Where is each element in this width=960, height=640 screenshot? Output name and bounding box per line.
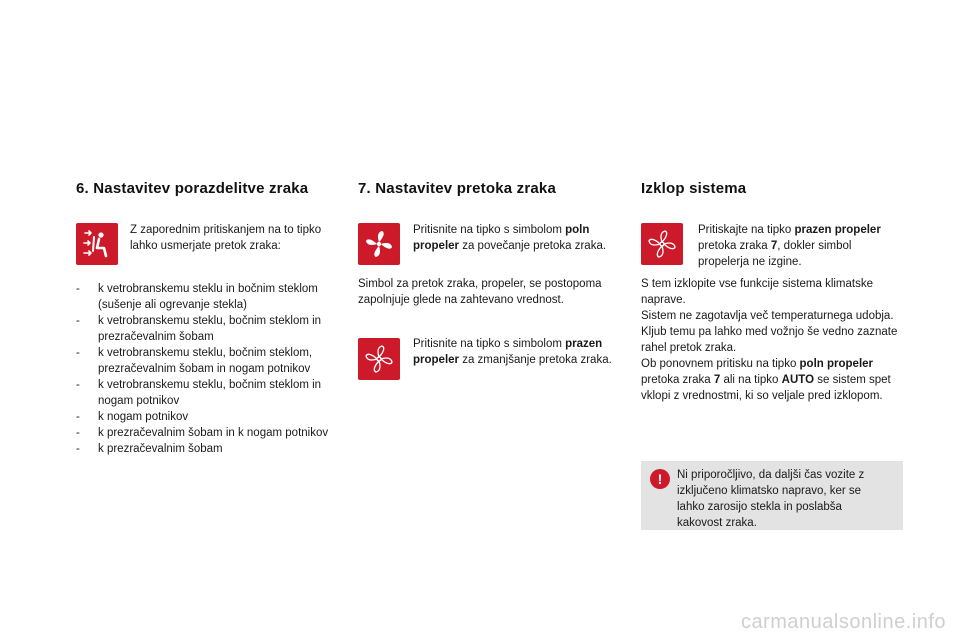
system-off-body	[641, 276, 903, 404]
fan-empty-icon	[641, 223, 683, 265]
list-item: - k vetrobranskemu steklu, bočnim steklom in prezračevalnim šobam	[76, 313, 341, 345]
section-title-air-distribution: 6. Nastavitev porazdelitve zraka	[76, 180, 309, 197]
system-off-body-2: Sistem ne zagotavlja več temperaturnega udobja. Kljub temu pa lahko med vožnjo še vedno zaznate rahel pretok zraka.	[641, 310, 898, 354]
section-title-system-off: Izklop sistema	[641, 180, 747, 197]
watermark: carmanualsonline.info	[740, 611, 946, 633]
fan-symbol-description: Simbol za pretok zraka, propeler, se postopoma zapolnjuje glede na zahtevano vrednost.	[358, 278, 602, 306]
air-distribution-intro: Z zaporednim pritiskanjem na to tipko lahko usmerjate pretok zraka:	[130, 224, 322, 252]
list-item: - k nogam potnikov	[76, 409, 341, 425]
warning-box	[641, 461, 903, 530]
warning-text: Ni priporočljivo, da daljši čas vozite z izključeno klimatsko napravo, ker se lahko zarosijo stekla in poslabša kakovost zraka.	[677, 469, 865, 529]
system-off-body-1: S tem izklopite vse funkcije sistema klimatske naprave.	[641, 278, 873, 306]
list-item: - k prezračevalnim šobam in k nogam potnikov	[76, 425, 341, 441]
warning-icon: !	[650, 469, 670, 489]
list-item: - k vetrobranskemu steklu, bočnim steklom, prezračevalnim šobam in nogam potnikov	[76, 345, 341, 377]
fan-empty-instruction: Pritisnite na tipko s simbolom prazen propeler za zmanjšanje pretoka zraka.	[413, 338, 612, 366]
list-item: - k vetrobranskemu steklu, bočnim steklom in nogam potnikov	[76, 377, 341, 409]
system-off-body-3: Ob ponovnem pritisku na tipko poln propeler pretoka zraka 7 ali na tipko AUTO se sistem spet vklopi z vrednostmi, ki so veljale pred izklopom.	[641, 358, 891, 402]
system-off-instruction: Pritiskajte na tipko prazen propeler pretoka zraka 7, dokler simbol propelerja ne izgine.	[698, 224, 881, 268]
section-title-air-flow: 7. Nastavitev pretoka zraka	[358, 180, 557, 197]
air-distribution-icon	[76, 223, 118, 265]
list-item: - k vetrobranskemu steklu in bočnim steklom (sušenje ali ogrevanje stekla)	[76, 281, 341, 313]
fan-full-instruction: Pritisnite na tipko s simbolom poln propeler za povečanje pretoka zraka.	[413, 224, 607, 252]
fan-empty-icon	[358, 338, 400, 380]
air-distribution-list	[76, 281, 341, 457]
list-item: - k prezračevalnim šobam	[76, 441, 341, 457]
fan-full-icon	[358, 223, 400, 265]
